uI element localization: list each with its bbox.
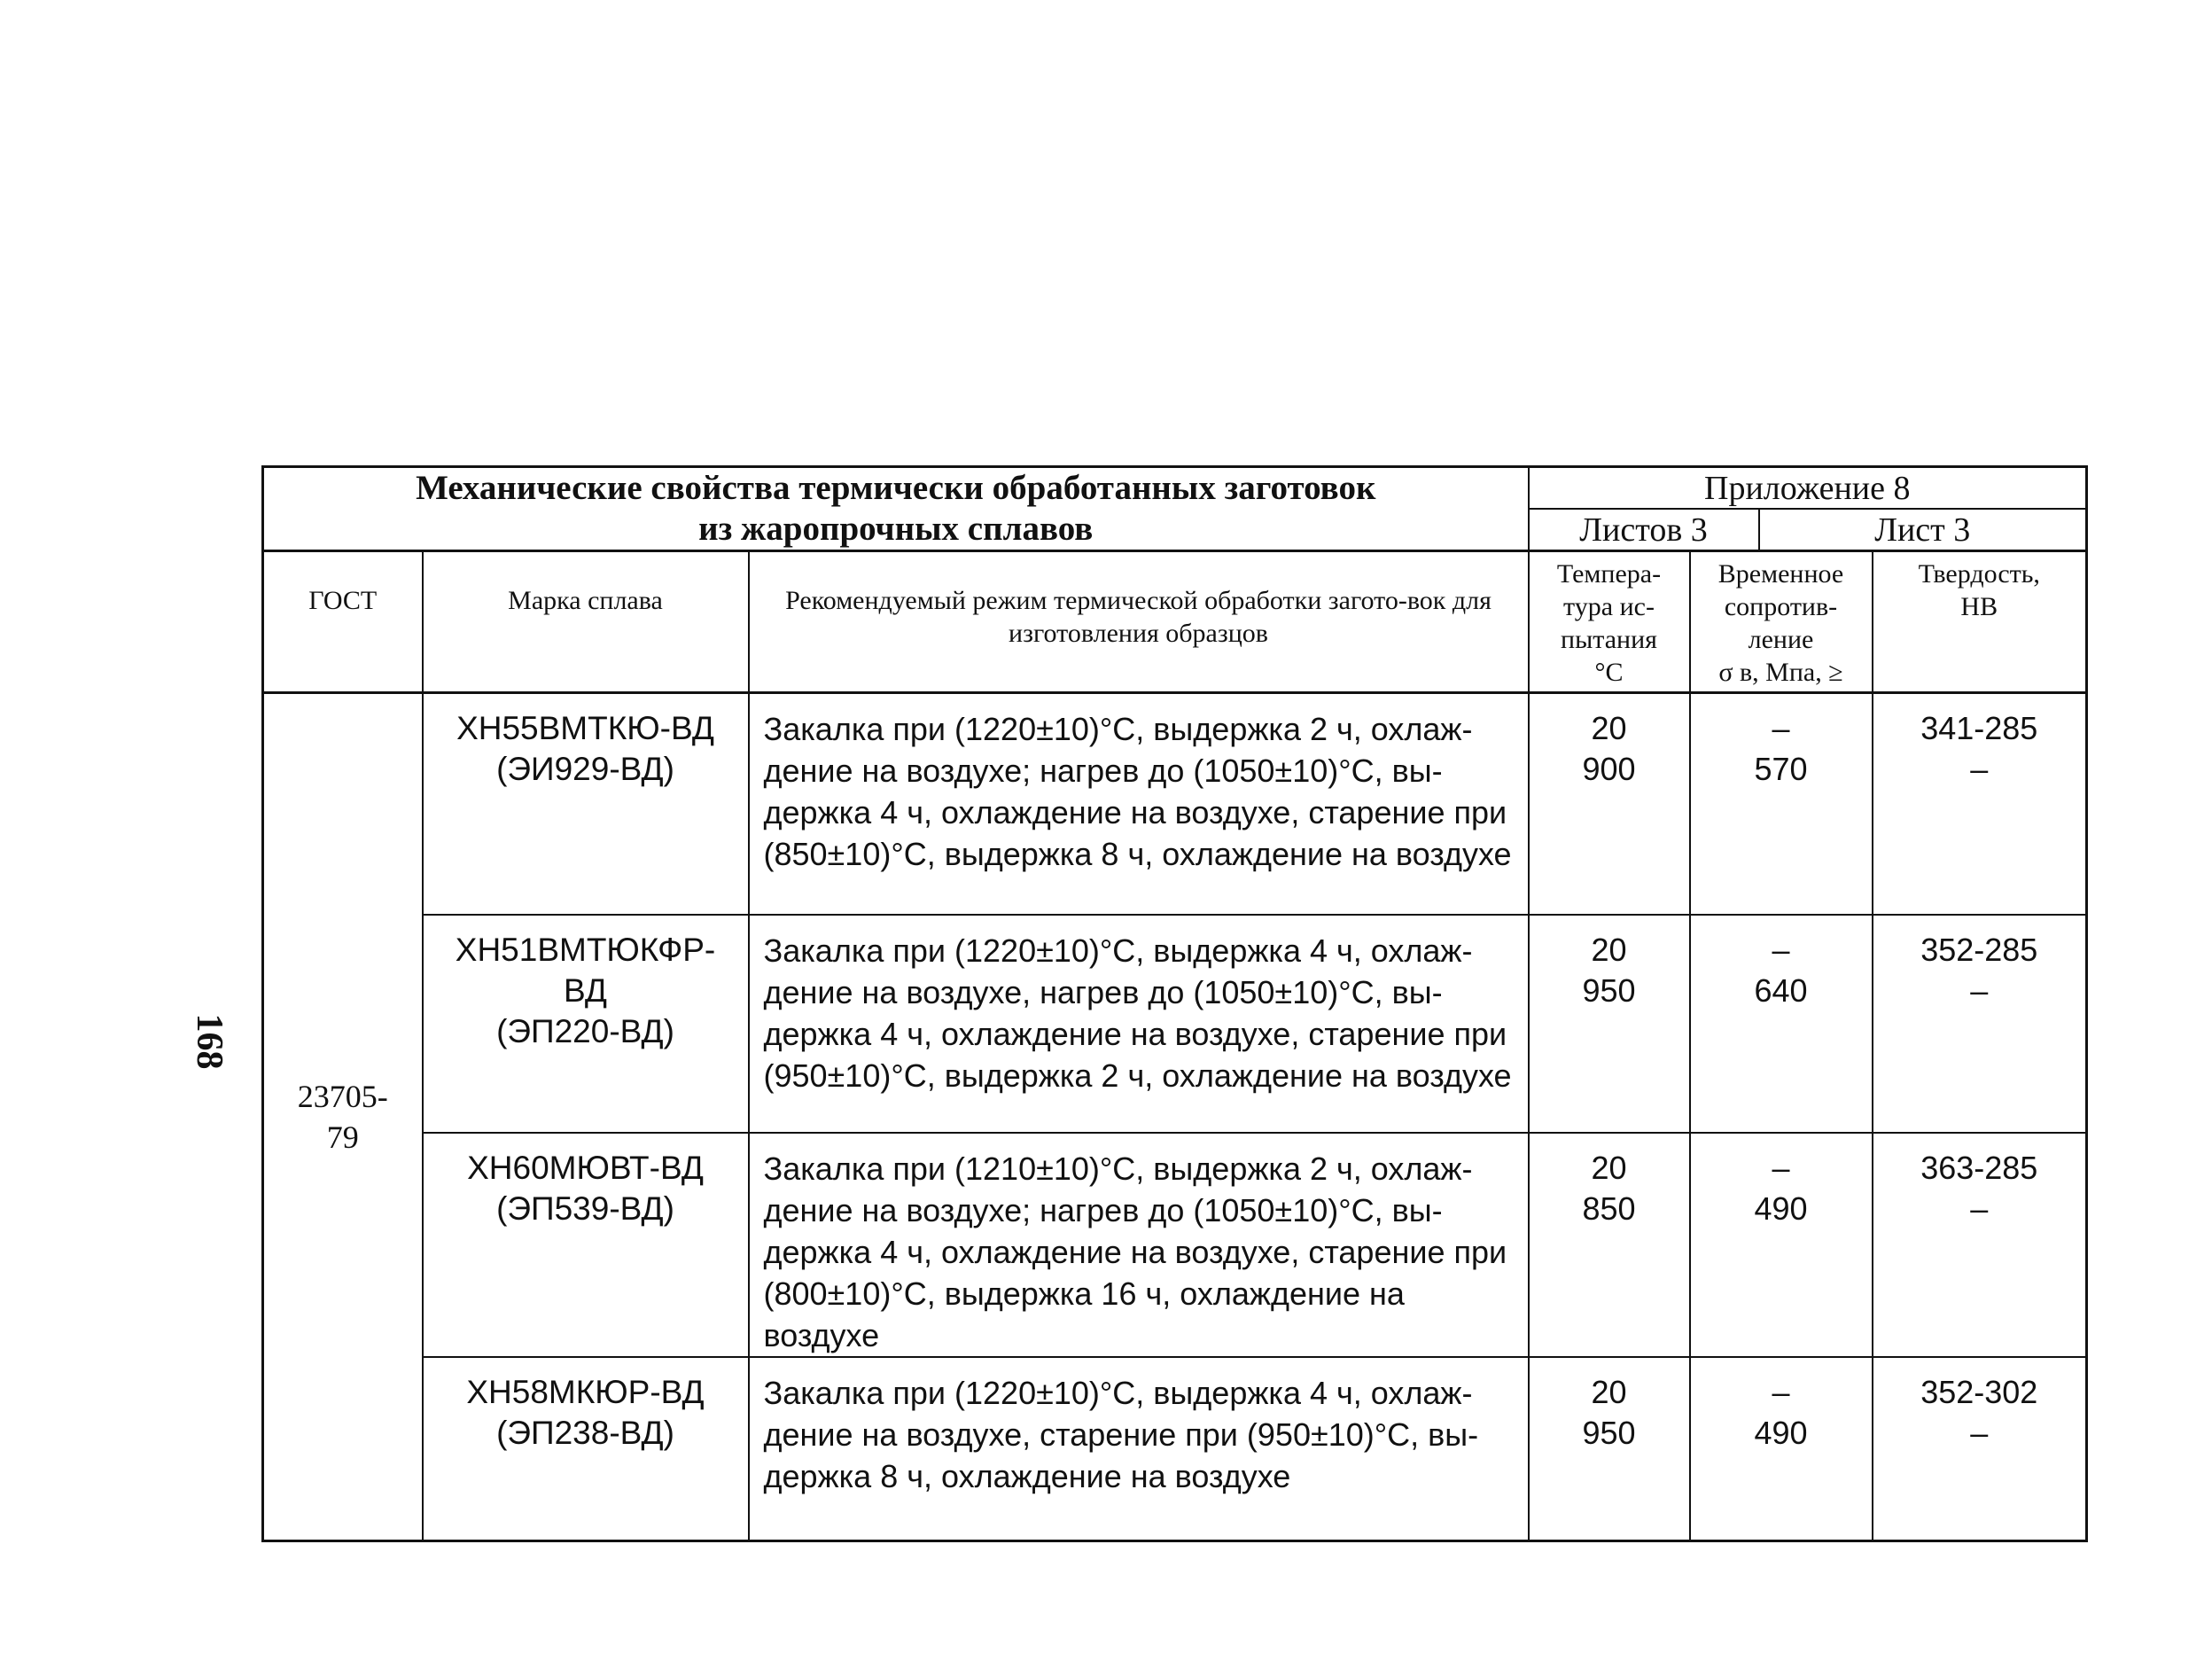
temperature-value: 20 (1591, 710, 1627, 746)
title-line-1: Механические свойства термически обработанных заготовок (416, 469, 1376, 507)
header-temperature-2: тура ис- (1563, 592, 1655, 621)
temperature-value: 20 (1591, 931, 1627, 968)
header-strength-4: σ в, Мпа, ≥ (1718, 658, 1843, 687)
sheet-current: Лист 3 (1759, 509, 2087, 551)
title-line-2: из жаропрочных сплавов (698, 510, 1094, 548)
grade-line: (ЭП238-ВД) (496, 1414, 674, 1451)
test-temperature (1529, 915, 1690, 1133)
header-hardness-2: НВ (1960, 592, 1998, 621)
treatment-regime: Закалка при (1220±10)°С, выдержка 4 ч, охлаж-дение на воздухе, старение при (950±10)°С, вы-держка 8 ч, охлаждение на воздухе (749, 1357, 1529, 1541)
table-title (263, 467, 1529, 551)
grade-line: ХН51ВМТЮКФР- (455, 931, 716, 968)
strength-value: – (1772, 1149, 1790, 1186)
header-gost: ГОСТ (263, 551, 423, 693)
temperature-value: 20 (1591, 1149, 1627, 1186)
strength-value: – (1772, 710, 1790, 746)
hardness (1873, 693, 2087, 915)
hardness-value: 352-285 (1920, 931, 2038, 968)
hardness-value: – (1970, 751, 1989, 787)
tensile-strength (1690, 1133, 1873, 1357)
strength-value: 570 (1754, 751, 1808, 787)
tensile-strength (1690, 1357, 1873, 1541)
hardness-value: – (1970, 1189, 1989, 1227)
hardness (1873, 915, 2087, 1133)
header-strength-2: сопротив- (1724, 592, 1838, 621)
temperature-value: 850 (1582, 1189, 1636, 1227)
header-strength (1690, 551, 1873, 693)
test-temperature (1529, 1133, 1690, 1357)
hardness-value: – (1970, 1414, 1989, 1451)
hardness-value: – (1970, 971, 1989, 1009)
sheets-total: Листов 3 (1529, 509, 1759, 551)
alloy-grade (423, 1133, 749, 1357)
header-temperature-unit: °С (1594, 658, 1624, 687)
hardness-value: 341-285 (1920, 710, 2038, 746)
grade-line: (ЭИ929-ВД) (496, 751, 674, 787)
strength-value: 640 (1754, 971, 1808, 1009)
temperature-value: 950 (1582, 971, 1636, 1009)
strength-value: – (1772, 931, 1790, 968)
header-strength-1: Временное (1717, 559, 1844, 589)
header-strength-3: ление (1748, 625, 1814, 654)
header-hardness (1873, 551, 2087, 693)
page-number: 168 (189, 1013, 230, 1070)
alloy-grade (423, 693, 749, 915)
alloy-grade (423, 1357, 749, 1541)
gost-value: 23705-79 (297, 1079, 388, 1155)
grade-line: ХН60МЮВТ-ВД (467, 1149, 704, 1186)
gost-number (263, 693, 423, 1541)
treatment-regime: Закалка при (1220±10)°С, выдержка 4 ч, охлаж-дение на воздухе, нагрев до (1050±10)°С, вы-держка 4 ч, охлаждение на воздухе, старение при (950±10)°С, выдержка 2 ч, охлаждение на воздухе (749, 915, 1529, 1133)
grade-line: ХН58МКЮР-ВД (466, 1373, 705, 1410)
table-row (263, 915, 2087, 1133)
appendix-label: Приложение 8 (1529, 467, 2087, 510)
tensile-strength (1690, 915, 1873, 1133)
strength-value: – (1772, 1373, 1790, 1410)
grade-line: ВД (564, 971, 607, 1009)
table-row (263, 1357, 2087, 1541)
header-temperature-3: пытания (1561, 625, 1657, 654)
test-temperature (1529, 693, 1690, 915)
header-hardness-1: Твердость, (1918, 559, 2040, 589)
treatment-regime: Закалка при (1220±10)°С, выдержка 2 ч, охлаж-дение на воздухе; нагрев до (1050±10)°С, вы-держка 4 ч, охлаждение на воздухе, старение при (850±10)°С, выдержка 8 ч, охлаждение на воздухе (749, 693, 1529, 915)
strength-value: 490 (1754, 1189, 1808, 1227)
strength-value: 490 (1754, 1414, 1808, 1451)
tensile-strength (1690, 693, 1873, 915)
hardness (1873, 1133, 2087, 1357)
test-temperature (1529, 1357, 1690, 1541)
table-row (263, 1133, 2087, 1357)
hardness-value: 363-285 (1920, 1149, 2038, 1186)
temperature-value: 950 (1582, 1414, 1636, 1451)
header-temperature (1529, 551, 1690, 693)
grade-line: (ЭП539-ВД) (496, 1189, 674, 1227)
grade-line: ХН55ВМТКЮ-ВД (456, 710, 714, 746)
hardness-value: 352-302 (1920, 1373, 2038, 1410)
temperature-value: 900 (1582, 751, 1636, 787)
temperature-value: 20 (1591, 1373, 1627, 1410)
header-regime: Рекомендуемый режим термической обработки загото-вок для изготовления образцов (749, 551, 1529, 693)
header-temperature-1: Темпера- (1556, 559, 1662, 589)
alloy-grade (423, 915, 749, 1133)
treatment-regime: Закалка при (1210±10)°С, выдержка 2 ч, охлаж-дение на воздухе; нагрев до (1050±10)°С, вы-держка 4 ч, охлаждение на воздухе, старение при (800±10)°С, выдержка 16 ч, охлаждение на воздухе (749, 1133, 1529, 1357)
table-row (263, 693, 2087, 915)
properties-table (261, 465, 2088, 1542)
hardness (1873, 1357, 2087, 1541)
header-grade: Марка сплава (423, 551, 749, 693)
grade-line: (ЭП220-ВД) (496, 1012, 674, 1049)
